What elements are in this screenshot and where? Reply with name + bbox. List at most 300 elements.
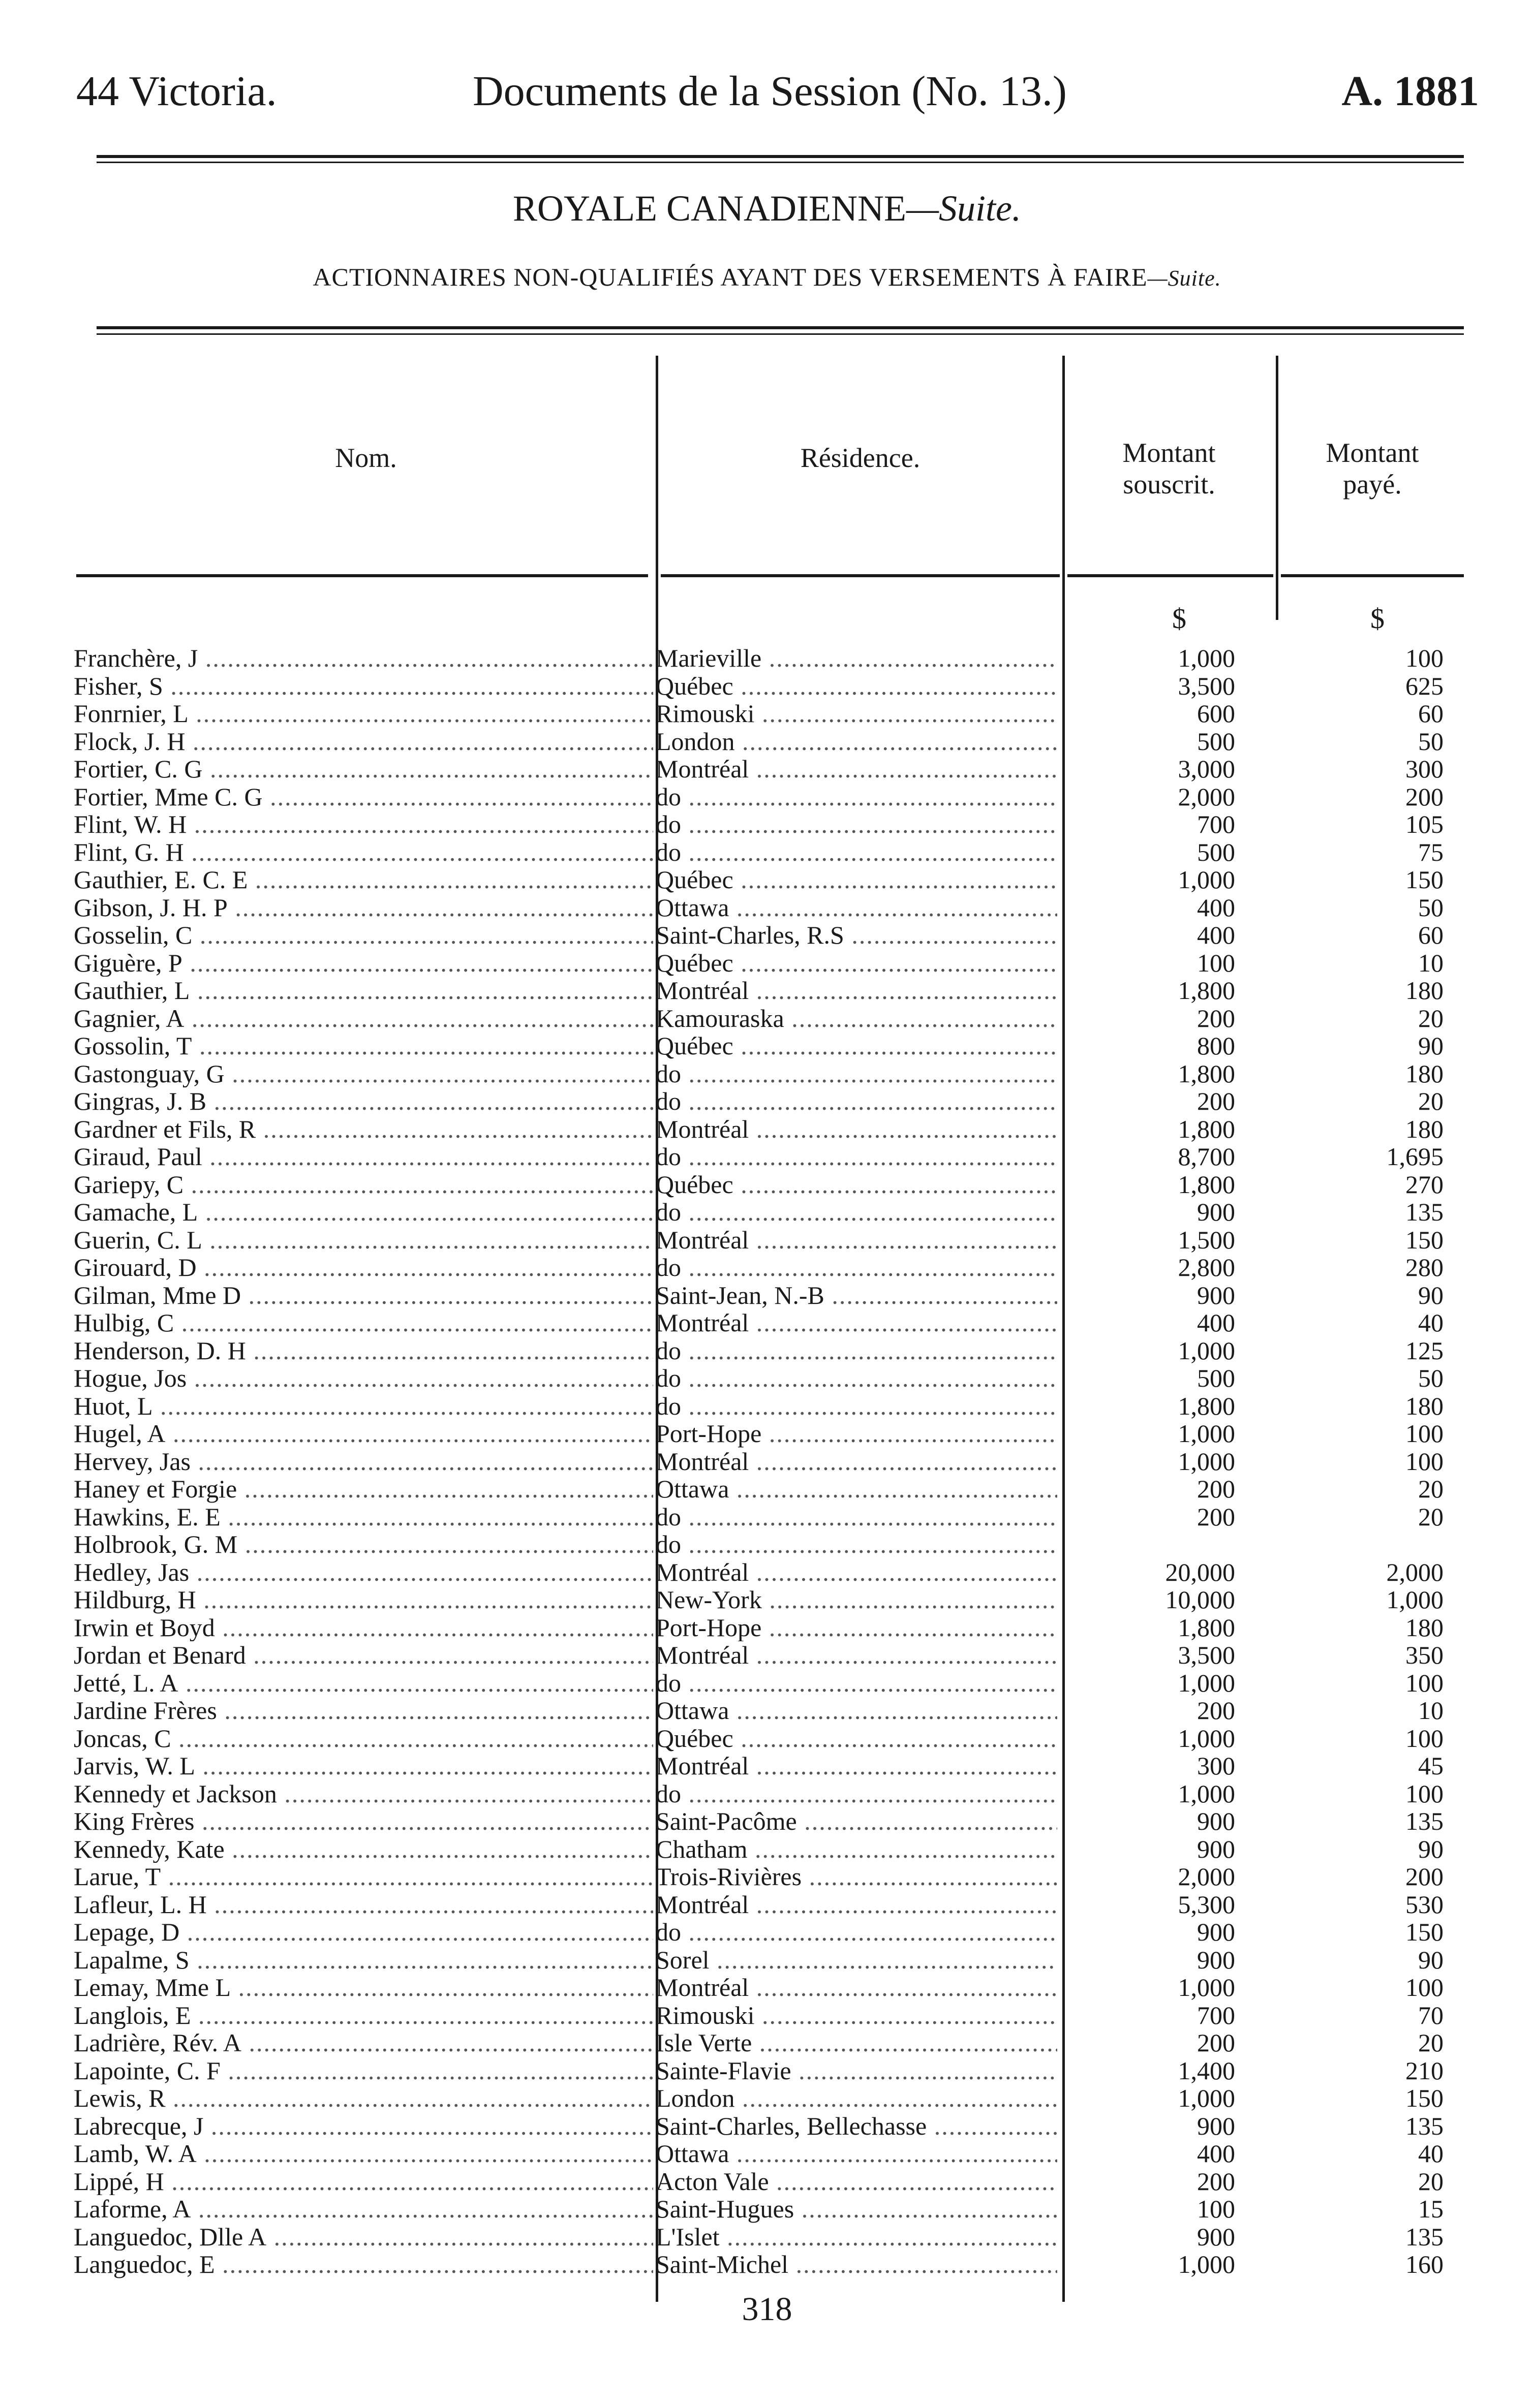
shareholder-name: Lapalme, S ..... (74, 1946, 653, 1974)
amount-subscribed: 900 (1197, 1198, 1235, 1226)
header-bottom-rule-residence (661, 574, 1060, 577)
amount-paid: 40 (1418, 1308, 1444, 1337)
shareholder-residence: do ..... (656, 1087, 1057, 1115)
shareholder-name: Jetté, L. A ..... (74, 1669, 653, 1697)
amount-paid: 1,000 (1386, 1585, 1444, 1614)
amount-subscribed: 1,800 (1178, 1613, 1235, 1642)
amount-subscribed: 300 (1197, 1752, 1235, 1780)
table-row (0, 1309, 1534, 1337)
shareholder-residence: do ..... (656, 1503, 1057, 1531)
shareholder-name: Franchère, J ..... (74, 644, 653, 672)
currency-paid: $ (1370, 603, 1385, 635)
table-row (0, 783, 1534, 811)
shareholder-name: Gilman, Mme D ..... (74, 1281, 653, 1309)
table-row (0, 1780, 1534, 1808)
shareholder-name: Hedley, Jas ..... (74, 1558, 653, 1586)
header-rule-top (97, 155, 1464, 158)
amount-paid: 270 (1405, 1170, 1444, 1199)
shareholder-table-body (0, 644, 1534, 2278)
shareholder-residence: Montréal ..... (656, 1641, 1057, 1669)
shareholder-residence: Chatham ..... (656, 1835, 1057, 1863)
amount-subscribed: 1,000 (1178, 1668, 1235, 1697)
shareholder-name: Fortier, Mme C. G ..... (74, 783, 653, 811)
table-row (0, 838, 1534, 866)
amount-subscribed: 2,000 (1178, 1862, 1235, 1891)
amount-paid: 20 (1418, 2028, 1444, 2057)
shareholder-residence: Rimouski ..... (656, 700, 1057, 728)
amount-paid: 100 (1405, 644, 1444, 672)
table-row (0, 1725, 1534, 1753)
amount-paid: 20 (1418, 1502, 1444, 1531)
amount-paid: 135 (1405, 1807, 1444, 1835)
shareholder-residence: Québec ..... (656, 866, 1057, 894)
amount-subscribed: 100 (1197, 2195, 1235, 2223)
amount-paid: 180 (1405, 1059, 1444, 1088)
amount-paid: 300 (1405, 755, 1444, 783)
table-row (0, 1586, 1534, 1614)
section-title (0, 180, 1534, 236)
table-row (0, 2084, 1534, 2112)
shareholder-name: Fortier, C. G ..... (74, 755, 653, 783)
shareholder-name: Fonrnier, L ..... (74, 700, 653, 728)
currency-subscribed: $ (1172, 603, 1186, 635)
amount-paid: 15 (1418, 2195, 1444, 2223)
shareholder-residence: Québec ..... (656, 1032, 1057, 1060)
amount-subscribed: 1,000 (1178, 2250, 1235, 2278)
table-row (0, 866, 1534, 894)
shareholder-name: Haney et Forgie ..... (74, 1475, 653, 1503)
amount-subscribed: 400 (1197, 893, 1235, 922)
shareholder-residence: do ..... (656, 1364, 1057, 1392)
column-header-residence: Résidence. (800, 443, 921, 473)
shareholder-name: Gossolin, T ..... (74, 1032, 653, 1060)
column-header-paid: Montant payé. (1326, 437, 1419, 499)
amount-paid: 125 (1405, 1336, 1444, 1365)
shareholder-residence: Port-Hope ..... (656, 1614, 1057, 1642)
header-volume: 44 Victoria. (76, 68, 277, 115)
amount-paid: 280 (1405, 1253, 1444, 1281)
amount-paid: 60 (1418, 699, 1444, 728)
shareholder-name: Girouard, D ..... (74, 1254, 653, 1281)
shareholder-name: Laforme, A ..... (74, 2195, 653, 2223)
amount-subscribed: 900 (1197, 2111, 1235, 2140)
amount-paid: 100 (1405, 1724, 1444, 1753)
shareholder-residence: Québec ..... (656, 672, 1057, 700)
shareholder-residence: do ..... (656, 1143, 1057, 1171)
shareholder-residence: Ottawa ..... (656, 2140, 1057, 2168)
shareholder-residence: Québec ..... (656, 1171, 1057, 1199)
shareholder-residence: Sorel ..... (656, 1946, 1057, 1974)
table-row (0, 1669, 1534, 1697)
shareholder-residence: Montréal ..... (656, 1891, 1057, 1919)
amount-paid: 150 (1405, 2084, 1444, 2112)
amount-paid: 45 (1418, 1752, 1444, 1780)
shareholder-name: Flock, J. H ..... (74, 728, 653, 756)
shareholder-name: Lapointe, C. F ..... (74, 2057, 653, 2085)
shareholder-name: Lamb, W. A ..... (74, 2140, 653, 2168)
amount-paid: 100 (1405, 1447, 1444, 1476)
amount-subscribed: 200 (1197, 2028, 1235, 2057)
table-row (0, 1087, 1534, 1115)
amount-paid: 350 (1405, 1641, 1444, 1669)
amount-paid: 150 (1405, 1918, 1444, 1946)
shareholder-residence: do ..... (656, 1669, 1057, 1697)
table-row (0, 1835, 1534, 1863)
table-row (0, 1060, 1534, 1088)
table-row (0, 1918, 1534, 1946)
amount-paid: 60 (1418, 921, 1444, 949)
amount-subscribed: 700 (1197, 810, 1235, 838)
table-row (0, 949, 1534, 977)
amount-subscribed: 400 (1197, 1308, 1235, 1337)
table-row (0, 728, 1534, 756)
shareholder-name: Larue, T ..... (74, 1863, 653, 1891)
amount-paid: 150 (1405, 1225, 1444, 1254)
amount-paid: 105 (1405, 810, 1444, 838)
shareholder-residence: Montréal ..... (656, 1558, 1057, 1586)
amount-paid: 40 (1418, 2139, 1444, 2168)
shareholder-residence: do ..... (656, 1530, 1057, 1558)
shareholder-name: Kennedy et Jackson ..... (74, 1780, 653, 1808)
shareholder-name: King Frères ..... (74, 1807, 653, 1835)
shareholder-residence: do ..... (656, 838, 1057, 866)
amount-subscribed: 5,300 (1178, 1890, 1235, 1919)
amount-paid: 100 (1405, 1973, 1444, 2002)
table-rule-top (97, 326, 1464, 329)
shareholder-name: Hulbig, C ..... (74, 1309, 653, 1337)
shareholder-name: Langlois, E ..... (74, 2002, 653, 2029)
shareholder-name: Jardine Frères ..... (74, 1697, 653, 1725)
shareholder-name: Henderson, D. H ..... (74, 1337, 653, 1365)
shareholder-name: Gardner et Fils, R ..... (74, 1115, 653, 1143)
amount-paid: 1,695 (1386, 1142, 1444, 1171)
table-row (0, 921, 1534, 949)
amount-paid: 50 (1418, 893, 1444, 922)
shareholder-residence: New-York ..... (656, 1586, 1057, 1614)
shareholder-name: Gibson, J. H. P ..... (74, 894, 653, 922)
amount-subscribed: 200 (1197, 1475, 1235, 1503)
amount-paid: 100 (1405, 1668, 1444, 1697)
amount-paid: 135 (1405, 2222, 1444, 2251)
amount-subscribed: 200 (1197, 1087, 1235, 1115)
section-title-suffix: —Suite. (906, 188, 1021, 229)
table-row (0, 1697, 1534, 1725)
shareholder-residence: Sainte-Flavie ..... (656, 2057, 1057, 2085)
amount-subscribed: 1,000 (1178, 644, 1235, 672)
shareholder-residence: do ..... (656, 1060, 1057, 1088)
amount-paid: 200 (1405, 782, 1444, 811)
shareholder-name: Kennedy, Kate ..... (74, 1835, 653, 1863)
amount-paid: 100 (1405, 1419, 1444, 1448)
amount-subscribed: 1,800 (1178, 1391, 1235, 1420)
amount-subscribed: 1,800 (1178, 976, 1235, 1005)
page-header (76, 61, 1479, 122)
table-row (0, 2195, 1534, 2223)
amount-paid: 180 (1405, 1613, 1444, 1642)
amount-subscribed: 1,500 (1178, 1225, 1235, 1254)
table-row (0, 1392, 1534, 1420)
amount-subscribed: 200 (1197, 1696, 1235, 1725)
table-row (0, 2168, 1534, 2196)
shareholder-residence: Montréal ..... (656, 977, 1057, 1005)
shareholder-residence: Marieville ..... (656, 644, 1057, 672)
table-row (0, 1448, 1534, 1476)
table-row (0, 755, 1534, 783)
amount-subscribed: 1,000 (1178, 1419, 1235, 1448)
table-row (0, 1337, 1534, 1365)
amount-paid: 530 (1405, 1890, 1444, 1919)
shareholder-name: Hervey, Jas ..... (74, 1448, 653, 1476)
table-row (0, 1614, 1534, 1642)
shareholder-name: Gauthier, E. C. E ..... (74, 866, 653, 894)
amount-paid: 20 (1418, 1475, 1444, 1503)
shareholder-name: Flint, G. H ..... (74, 838, 653, 866)
shareholder-name: Joncas, C ..... (74, 1725, 653, 1753)
amount-subscribed: 1,000 (1178, 865, 1235, 894)
shareholder-name: Lewis, R ..... (74, 2084, 653, 2112)
header-bottom-rule-nom (76, 574, 648, 577)
shareholder-name: Huot, L ..... (74, 1392, 653, 1420)
header-document-title: Documents de la Session (No. 13.) (473, 68, 1067, 115)
shareholder-residence: Rimouski ..... (656, 2002, 1057, 2029)
amount-paid: 180 (1405, 1114, 1444, 1143)
shareholder-residence: do ..... (656, 1780, 1057, 1808)
amount-paid: 160 (1405, 2250, 1444, 2278)
shareholder-name: Languedoc, E ..... (74, 2250, 653, 2278)
shareholder-name: Gagnier, A ..... (74, 1005, 653, 1033)
section-title-main: ROYALE CANADIENNE (513, 188, 906, 229)
shareholder-residence: Ottawa ..... (656, 1475, 1057, 1503)
amount-paid: 20 (1418, 2167, 1444, 2196)
table-row (0, 1752, 1534, 1780)
amount-paid: 10 (1418, 1696, 1444, 1725)
section-subtitle (0, 254, 1534, 300)
table-row (0, 1226, 1534, 1254)
table-row (0, 644, 1534, 672)
amount-paid: 150 (1405, 865, 1444, 894)
shareholder-name: Hawkins, E. E ..... (74, 1503, 653, 1531)
amount-subscribed: 1,800 (1178, 1059, 1235, 1088)
amount-subscribed: 1,400 (1178, 2056, 1235, 2085)
amount-subscribed: 3,500 (1178, 671, 1235, 700)
shareholder-residence: Montréal ..... (656, 1226, 1057, 1254)
amount-subscribed: 600 (1197, 699, 1235, 728)
amount-subscribed: 3,500 (1178, 1641, 1235, 1669)
shareholder-residence: Isle Verte ..... (656, 2029, 1057, 2057)
shareholder-residence: do ..... (656, 1392, 1057, 1420)
amount-subscribed: 200 (1197, 1004, 1235, 1033)
shareholder-name: Flint, W. H ..... (74, 810, 653, 838)
table-row (0, 1143, 1534, 1171)
table-row (0, 1863, 1534, 1891)
table-row (0, 1115, 1534, 1143)
header-bottom-rule-paid (1281, 574, 1464, 577)
amount-paid: 90 (1418, 1031, 1444, 1060)
table-row (0, 810, 1534, 838)
table-row (0, 1974, 1534, 2002)
table-row (0, 1530, 1534, 1558)
shareholder-name: Labrecque, J ..... (74, 2112, 653, 2140)
shareholder-residence: Québec ..... (656, 949, 1057, 977)
amount-paid: 135 (1405, 1198, 1444, 1226)
shareholder-residence: Saint-Jean, N.-B ..... (656, 1281, 1057, 1309)
shareholder-name: Gastonguay, G ..... (74, 1060, 653, 1088)
amount-subscribed: 900 (1197, 1834, 1235, 1863)
shareholder-name: Giguère, P ..... (74, 949, 653, 977)
shareholder-residence: Montréal ..... (656, 755, 1057, 783)
shareholder-name: Gariepy, C ..... (74, 1171, 653, 1199)
table-row (0, 1807, 1534, 1835)
amount-paid: 625 (1405, 671, 1444, 700)
amount-subscribed: 1,000 (1178, 1336, 1235, 1365)
table-row (0, 977, 1534, 1005)
shareholder-name: Languedoc, Dlle A ..... (74, 2223, 653, 2251)
shareholder-residence: do ..... (656, 1254, 1057, 1281)
shareholder-residence: Saint-Charles, Bellechasse ..... (656, 2112, 1057, 2140)
shareholder-residence: Montréal ..... (656, 1752, 1057, 1780)
shareholder-residence: Saint-Hugues ..... (656, 2195, 1057, 2223)
shareholder-residence: do ..... (656, 783, 1057, 811)
amount-paid: 50 (1418, 1364, 1444, 1392)
amount-subscribed: 1,000 (1178, 1447, 1235, 1476)
shareholder-name: Guerin, C. L ..... (74, 1226, 653, 1254)
table-row (0, 1946, 1534, 1974)
shareholder-name: Fisher, S ..... (74, 672, 653, 700)
shareholder-residence: Québec ..... (656, 1725, 1057, 1753)
amount-subscribed: 1,000 (1178, 1973, 1235, 2002)
amount-paid: 90 (1418, 1834, 1444, 1863)
column-header-nom: Nom. (335, 443, 397, 473)
amount-subscribed: 1,000 (1178, 1779, 1235, 1808)
amount-subscribed: 2,000 (1178, 782, 1235, 811)
table-row (0, 1641, 1534, 1669)
table-row (0, 1420, 1534, 1448)
amount-subscribed: 1,800 (1178, 1170, 1235, 1199)
section-subtitle-main: ACTIONNAIRES NON-QUALIFIÉS AYANT DES VERSEMENTS À FAIRE (313, 263, 1148, 291)
shareholder-name: Ladrière, Rév. A ..... (74, 2029, 653, 2057)
column-header-subscribed: Montant souscrit. (1122, 437, 1216, 499)
shareholder-residence: London ..... (656, 728, 1057, 756)
shareholder-name: Holbrook, G. M ..... (74, 1530, 653, 1558)
amount-subscribed: 1,000 (1178, 2084, 1235, 2112)
shareholder-residence: Montréal ..... (656, 1115, 1057, 1143)
amount-subscribed: 8,700 (1178, 1142, 1235, 1171)
table-row (0, 2029, 1534, 2057)
table-row (0, 894, 1534, 922)
table-row (0, 2223, 1534, 2251)
amount-paid: 10 (1418, 948, 1444, 977)
amount-paid: 75 (1418, 837, 1444, 866)
shareholder-residence: do ..... (656, 810, 1057, 838)
table-row (0, 2250, 1534, 2278)
table-row (0, 2112, 1534, 2140)
amount-subscribed: 500 (1197, 727, 1235, 756)
table-row (0, 1171, 1534, 1199)
amount-paid: 100 (1405, 1779, 1444, 1808)
amount-paid: 90 (1418, 1945, 1444, 1974)
shareholder-name: Lemay, Mme L ..... (74, 1974, 653, 2002)
amount-subscribed: 10,000 (1165, 1585, 1235, 1614)
shareholder-residence: Ottawa ..... (656, 1697, 1057, 1725)
amount-subscribed: 900 (1197, 2222, 1235, 2251)
amount-subscribed: 900 (1197, 1807, 1235, 1835)
shareholder-name: Jarvis, W. L ..... (74, 1752, 653, 1780)
amount-subscribed: 200 (1197, 2167, 1235, 2196)
amount-subscribed: 200 (1197, 1502, 1235, 1531)
shareholder-name: Gingras, J. B ..... (74, 1087, 653, 1115)
amount-paid: 20 (1418, 1004, 1444, 1033)
shareholder-residence: do ..... (656, 1337, 1057, 1365)
table-row (0, 672, 1534, 700)
table-row (0, 1254, 1534, 1281)
table-row (0, 1503, 1534, 1531)
table-row (0, 1558, 1534, 1586)
shareholder-name: Gamache, L ..... (74, 1198, 653, 1226)
header-rule-bottom (97, 162, 1464, 163)
shareholder-name: Hildburg, H ..... (74, 1586, 653, 1614)
amount-paid: 180 (1405, 1391, 1444, 1420)
table-row (0, 1364, 1534, 1392)
shareholder-residence: Montréal ..... (656, 1974, 1057, 2002)
shareholder-name: Hugel, A ..... (74, 1420, 653, 1448)
shareholder-residence: London ..... (656, 2084, 1057, 2112)
shareholder-residence: Trois-Rivières ..... (656, 1863, 1057, 1891)
amount-subscribed: 400 (1197, 2139, 1235, 2168)
page-number: 318 (742, 2291, 792, 2328)
table-row (0, 2002, 1534, 2029)
shareholder-residence: Port-Hope ..... (656, 1420, 1057, 1448)
shareholder-name: Hogue, Jos ..... (74, 1364, 653, 1392)
amount-subscribed: 900 (1197, 1918, 1235, 1946)
shareholder-name: Lepage, D ..... (74, 1918, 653, 1946)
shareholder-residence: Montréal ..... (656, 1448, 1057, 1476)
table-rule-top-thin (97, 333, 1464, 335)
shareholder-name: Jordan et Benard ..... (74, 1641, 653, 1669)
amount-paid: 70 (1418, 2000, 1444, 2029)
shareholder-residence: Acton Vale ..... (656, 2168, 1057, 2196)
shareholder-name: Lafleur, L. H ..... (74, 1891, 653, 1919)
amount-paid: 20 (1418, 1087, 1444, 1115)
table-row (0, 1281, 1534, 1309)
table-row (0, 1475, 1534, 1503)
shareholder-residence: Saint-Michel ..... (656, 2250, 1057, 2278)
amount-subscribed: 500 (1197, 837, 1235, 866)
amount-subscribed: 1,800 (1178, 1114, 1235, 1143)
table-row (0, 2140, 1534, 2168)
table-row (0, 1005, 1534, 1033)
shareholder-residence: do ..... (656, 1198, 1057, 1226)
amount-subscribed: 700 (1197, 2000, 1235, 2029)
amount-subscribed: 2,800 (1178, 1253, 1235, 1281)
amount-subscribed: 400 (1197, 921, 1235, 949)
shareholder-name: Lippé, H ..... (74, 2168, 653, 2196)
shareholder-residence: do ..... (656, 1918, 1057, 1946)
amount-paid: 200 (1405, 1862, 1444, 1891)
shareholder-residence: Saint-Charles, R.S ..... (656, 921, 1057, 949)
amount-subscribed: 20,000 (1165, 1557, 1235, 1586)
amount-paid: 90 (1418, 1280, 1444, 1309)
shareholder-residence: Montréal ..... (656, 1309, 1057, 1337)
shareholder-name: Gosselin, C ..... (74, 921, 653, 949)
amount-paid: 210 (1405, 2056, 1444, 2085)
amount-subscribed: 3,000 (1178, 755, 1235, 783)
shareholder-name: Gauthier, L ..... (74, 977, 653, 1005)
shareholder-residence: Ottawa ..... (656, 894, 1057, 922)
table-row (0, 700, 1534, 728)
header-year: A. 1881 (1341, 68, 1479, 115)
amount-subscribed: 900 (1197, 1280, 1235, 1309)
column-divider-3 (1276, 356, 1278, 620)
